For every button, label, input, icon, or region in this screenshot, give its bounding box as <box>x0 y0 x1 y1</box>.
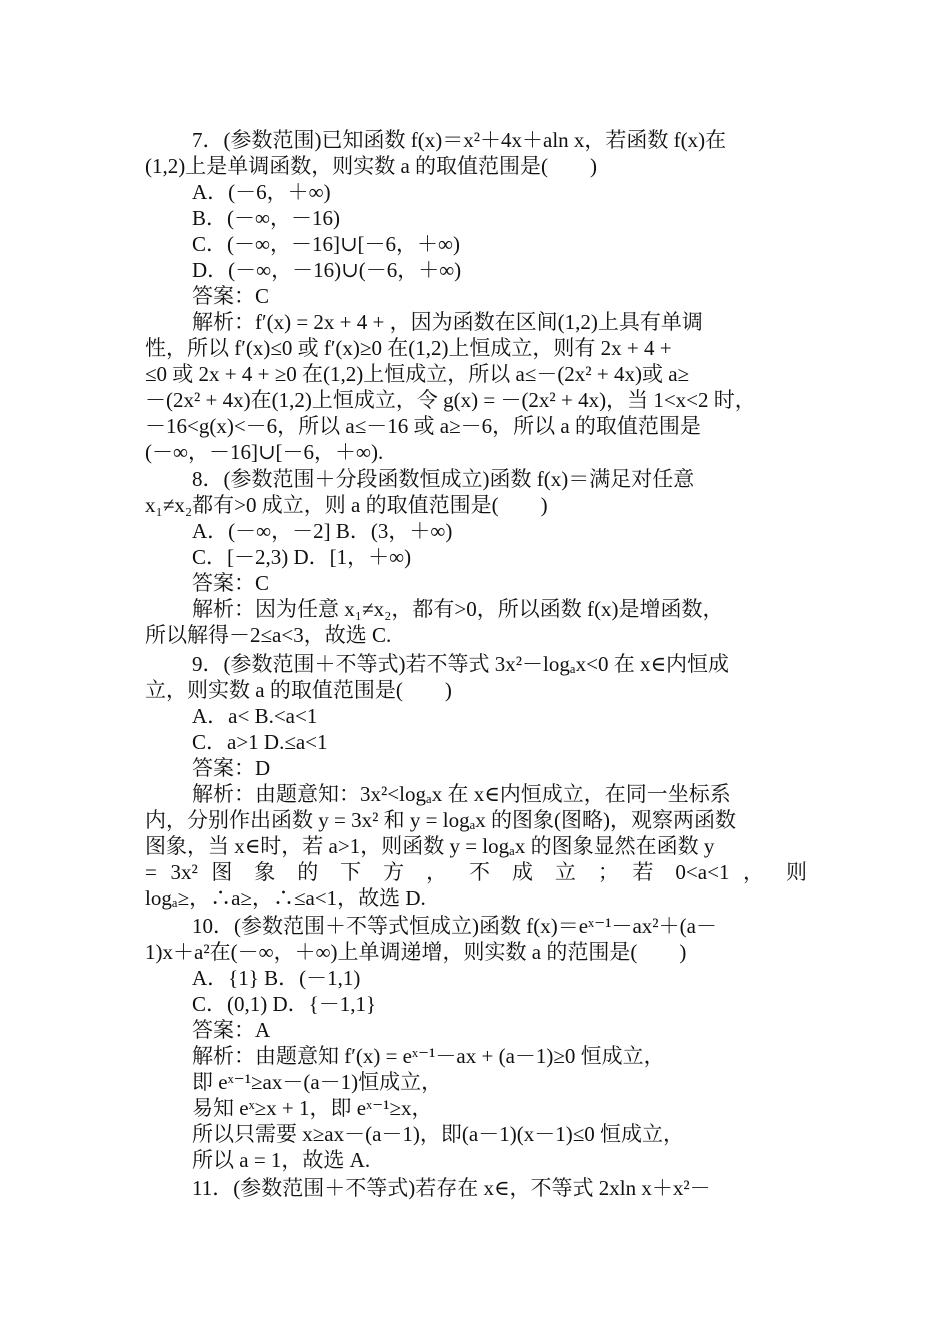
q7-option-b: B．(－∞，－16) <box>192 206 340 230</box>
q7-stem-line2: (1,2)上是单调函数，则实数 a 的取值范围是( ) <box>145 154 598 178</box>
q7-analysis-line2: 性，所以 f′(x)≤0 或 f′(x)≥0 在(1,2)上恒成立，则有 2x + 4 + <box>145 336 672 360</box>
q8-analysis-line2: 所以解得－2≤a<3，故选 C. <box>145 623 392 647</box>
q7-answer: 答案：C <box>192 284 270 308</box>
q8-answer: 答案：C <box>192 571 270 595</box>
q10-analysis-line1: 解析：由题意知 f′(x) = eˣ⁻¹－ax + (a－1)≥0 恒成立， <box>192 1044 665 1068</box>
q8-stem-line1: 8．(参数范围＋分段函数恒成立)函数 f(x)＝满足对任意 <box>192 467 695 491</box>
q9-options-cd: C．a>1 D.≤a<1 <box>192 730 328 754</box>
q9-analysis-line1: 解析：由题意知：3x²<logₐx 在 x∈内恒成立，在同一坐标系 <box>192 782 731 806</box>
q7-analysis-line3: ≤0 或 2x + 4 + ≥0 在(1,2)上恒成立，所以 a≤－(2x² + 4x)或 a≥ <box>145 362 690 386</box>
q9-analysis-line4: = 3x² 图 象 的 下 方 ， 不 成 立 ； 若 0<a<1 ， 则 <box>145 860 807 884</box>
q7-option-a: A．(－6，＋∞) <box>192 180 331 204</box>
q10-options-cd: C．(0,1) D．{－1,1} <box>192 992 377 1016</box>
q11-stem-line1: 11．(参数范围＋不等式)若存在 x∈，不等式 2xln x＋x²－ <box>192 1176 711 1200</box>
q7-analysis-line1: 解析：f′(x) = 2x + 4 + ，因为函数在区间(1,2)上具有单调 <box>192 310 703 334</box>
q8-analysis-line1: 解析：因为任意 x₁≠x₂，都有>0，所以函数 f(x)是增函数， <box>192 597 724 621</box>
q10-stem-line2: 1)x＋a²在(－∞，＋∞)上单调递增，则实数 a 的范围是( ) <box>145 940 687 964</box>
q7-stem-line1: 7．(参数范围)已知函数 f(x)＝x²＋4x＋aln x，若函数 f(x)在 <box>192 128 727 152</box>
q10-analysis-line2: 即 eˣ⁻¹≥ax－(a－1)恒成立， <box>192 1070 443 1094</box>
q9-analysis-line2: 内，分别作出函数 y = 3x² 和 y = logₐx 的图象(图略)，观察两函数 <box>145 808 737 832</box>
q7-option-c: C．(－∞，－16]∪[－6，＋∞) <box>192 232 461 256</box>
q8-options-ab: A．(－∞，－2] B．(3，＋∞) <box>192 519 453 543</box>
q10-analysis-line3: 易知 eˣ≥x + 1，即 eˣ⁻¹≥x， <box>192 1096 433 1120</box>
q10-analysis-line5: 所以 a = 1，故选 A. <box>192 1148 371 1172</box>
q9-analysis-line5: logₐ≥，∴a≥，∴≤a<1，故选 D. <box>145 886 426 910</box>
q10-analysis-line4: 所以只需要 x≥ax－(a－1)，即(a－1)(x－1)≤0 恒成立， <box>192 1122 684 1146</box>
q9-stem-line2: 立，则实数 a 的取值范围是( ) <box>145 678 452 702</box>
q9-answer: 答案：D <box>192 756 271 780</box>
q10-options-ab: A．{1} B．(－1,1) <box>192 966 361 990</box>
q10-stem-line1: 10．(参数范围＋不等式恒成立)函数 f(x)＝eˣ⁻¹－ax²＋(a－ <box>192 914 717 938</box>
q7-analysis-line6: (－∞，－16]∪[－6，＋∞). <box>145 440 384 464</box>
q7-analysis-line5: －16<g(x)<－6，所以 a≤－16 或 a≥－6，所以 a 的取值范围是 <box>145 414 701 438</box>
q7-analysis-line4: －(2x² + 4x)在(1,2)上恒成立，令 g(x) = －(2x² + 4x)，当 1<x<2 时， <box>145 388 756 412</box>
q8-stem-line2: x₁≠x₂都有>0 成立，则 a 的取值范围是( ) <box>145 493 548 517</box>
q9-options-ab: A．a< B.<a<1 <box>192 704 318 728</box>
q9-analysis-line3: 图象，当 x∈时，若 a>1，则函数 y = logₐx 的图象显然在函数 y <box>145 834 715 858</box>
q9-stem-line1: 9．(参数范围＋不等式)若不等式 3x²－logₐx<0 在 x∈内恒成 <box>192 652 729 676</box>
q8-options-cd: C．[－2,3) D．[1，＋∞) <box>192 545 412 569</box>
q10-answer: 答案：A <box>192 1018 271 1042</box>
q7-option-d: D．(－∞，－16)∪(－6，＋∞) <box>192 258 462 282</box>
